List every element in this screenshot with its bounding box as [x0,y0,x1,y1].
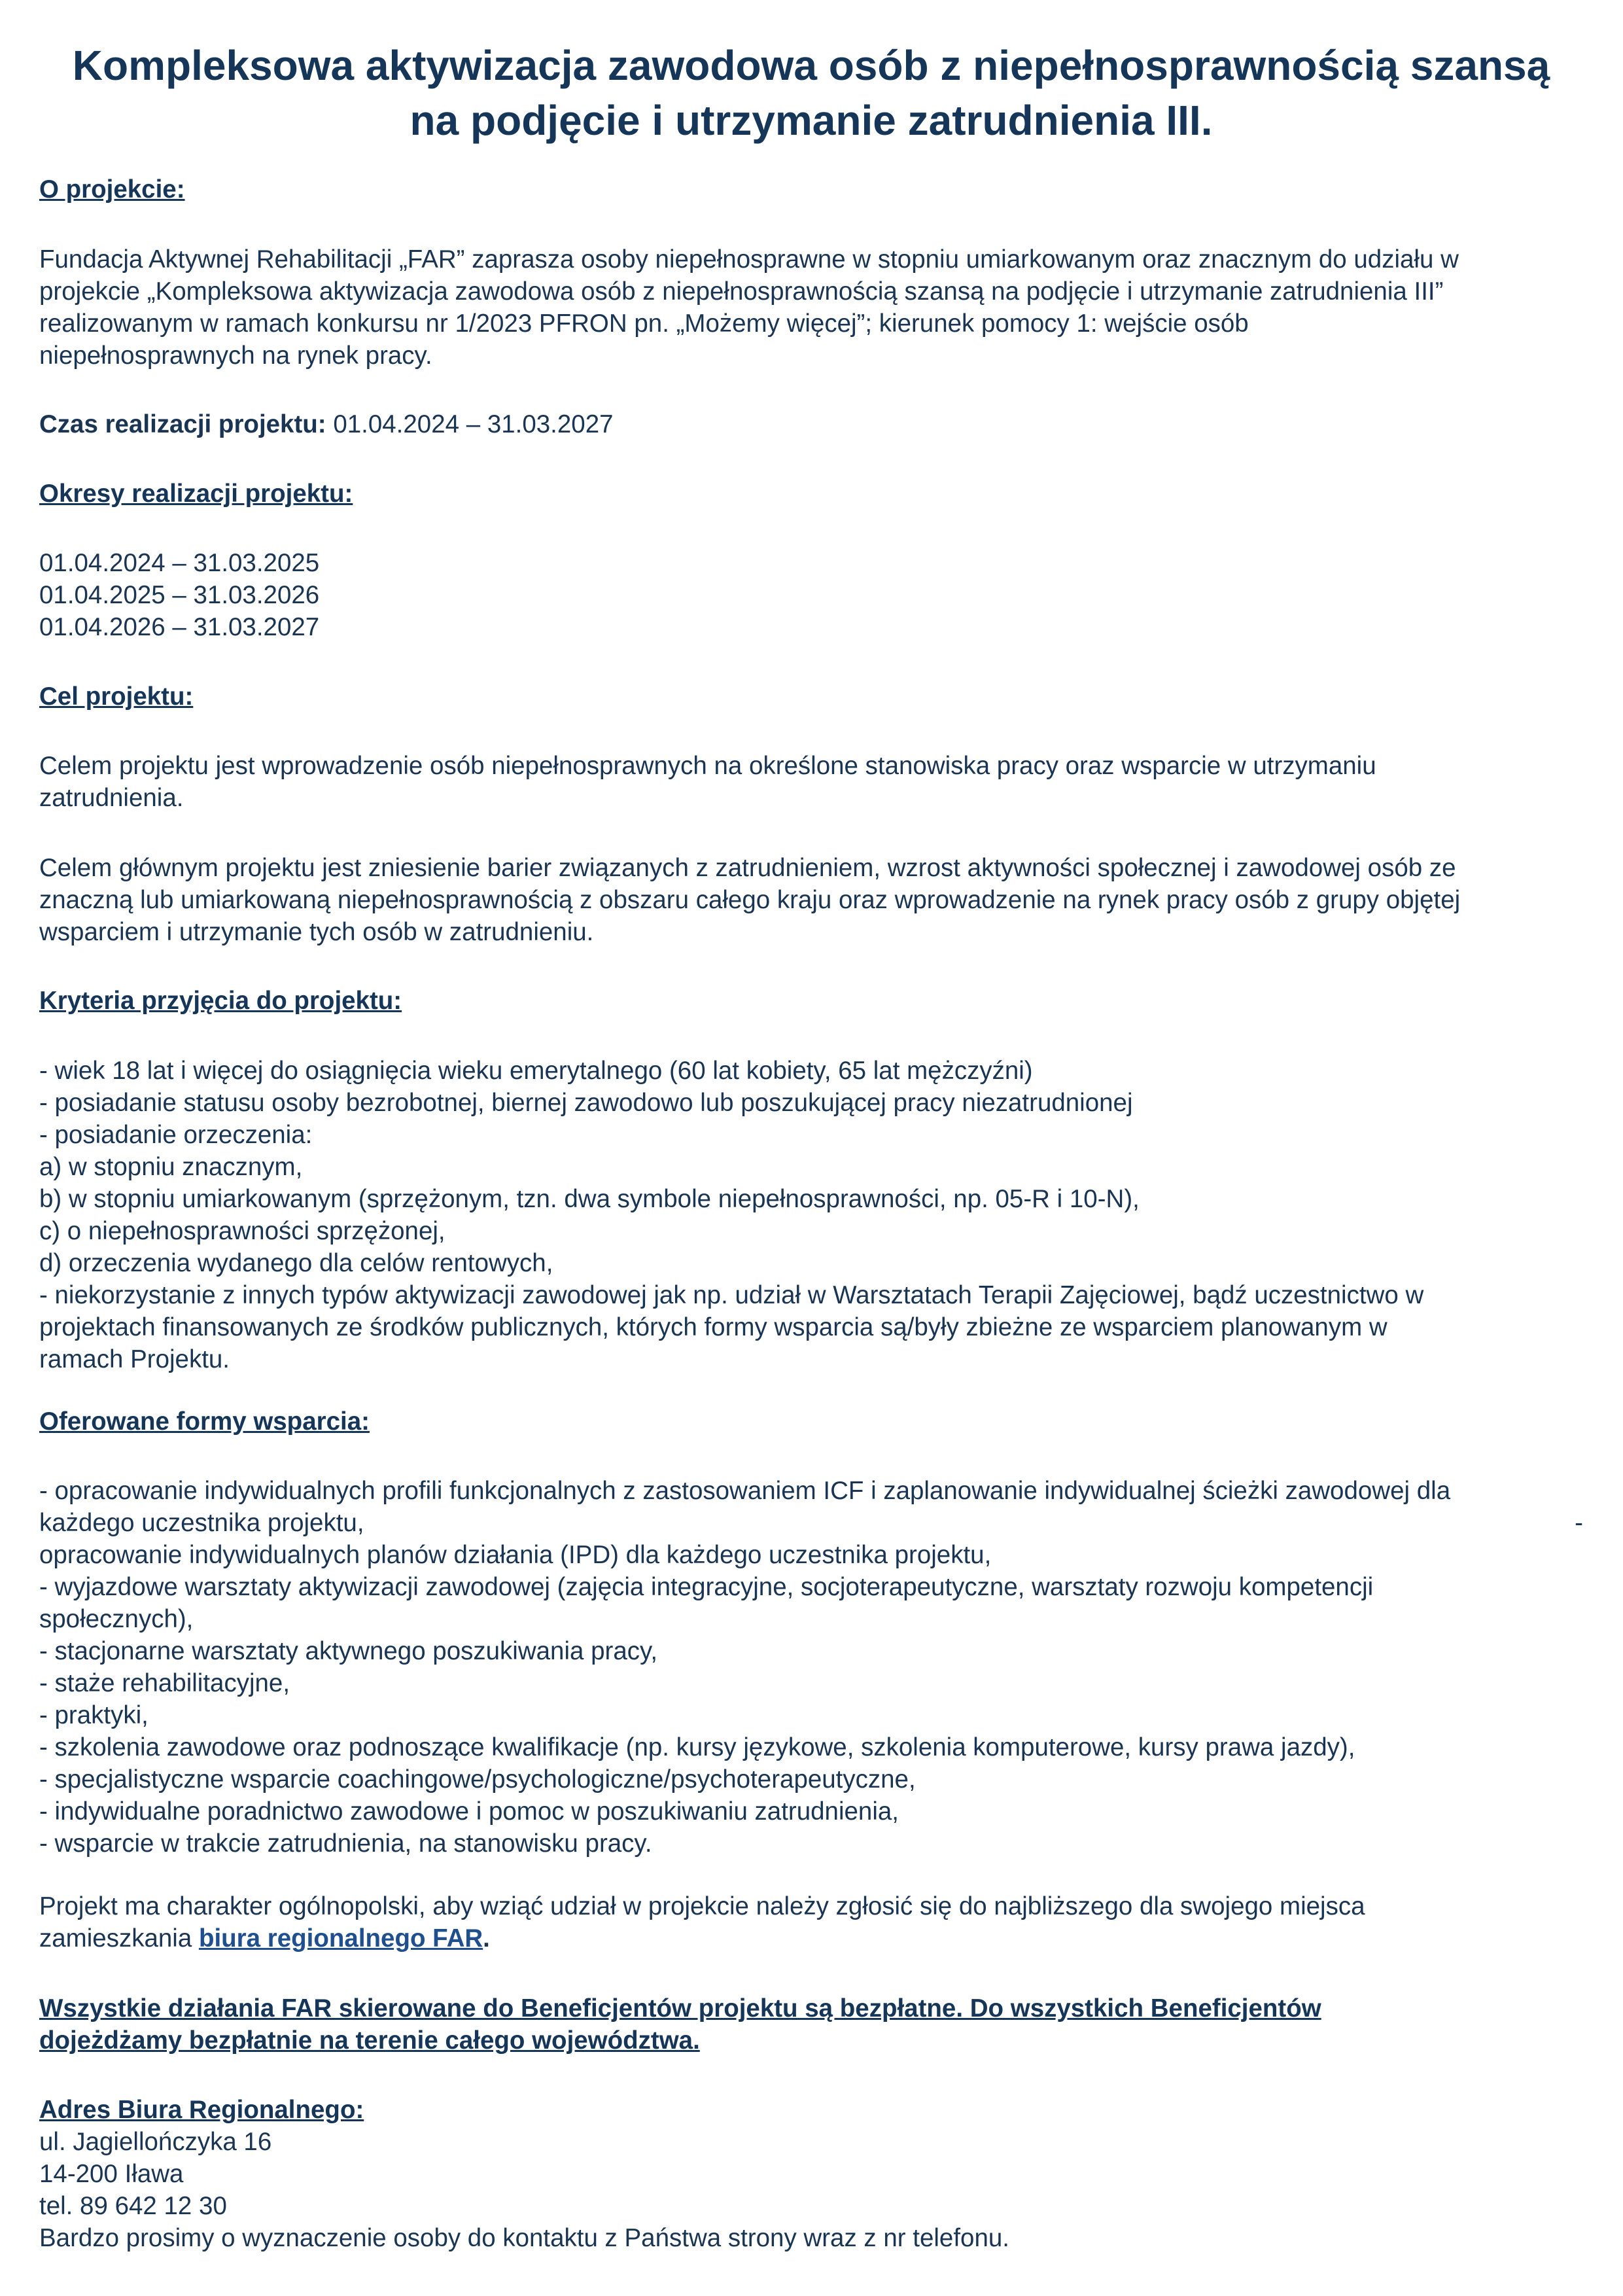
support-item-dash: - [1575,1509,1583,1537]
criteria-list [39,1055,1583,1375]
goal-paragraph-1 [39,750,1583,814]
support-item [39,1507,1583,1539]
criteria-item: a) w stopniu znacznym, [39,1153,303,1181]
criteria-heading: Kryteria przyjęcia do projektu: [39,987,402,1015]
about-text [39,243,1583,372]
address-phone: tel. 89 642 12 30 [39,2192,227,2220]
participation-prefix: zamieszkania [39,1924,199,1952]
regional-office-link[interactable]: biura regionalnego FAR [198,1924,483,1952]
period-item: 01.04.2024 – 31.03.2025 [39,549,320,577]
criteria-item: projektach finansowanych ze środków publicznych, których formy wsparcia są/były zbieżne ze wsparciem planowanym w [39,1313,1387,1341]
criteria-item: d) orzeczenia wydanego dla celów rentowych, [39,1249,553,1277]
about-heading: O projekcie: [39,175,185,203]
address-section [39,2094,1583,2254]
support-item: opracowanie indywidualnych planów działania (IPD) dla każdego uczestnika projektu, [39,1541,992,1569]
period-item: 01.04.2026 – 31.03.2027 [39,613,320,641]
criteria-item: - niekorzystanie z innych typów aktywizacji zawodowej jak np. udział w Warsztatach Terapii Zajęciowej, bądź uczestnictwo w [39,1281,1424,1309]
about-section [39,173,1583,205]
address-heading: Adres Biura Regionalnego: [39,2096,364,2124]
criteria-item: c) o niepełnosprawności sprzężonej, [39,1217,445,1245]
goal-line: Celem projektu jest wprowadzenie osób niepełnosprawnych na określone stanowiska pracy oraz wsparcie w utrzymaniu [39,752,1376,780]
goal-paragraph-2 [39,852,1583,948]
participation-line: Projekt ma charakter ogólnopolski, aby wziąć udział w projekcie należy zgłosić się do najbliższego dla swojego miejsca [39,1892,1365,1920]
document-title [39,38,1583,148]
period-item: 01.04.2025 – 31.03.2026 [39,581,320,609]
criteria-item: - wiek 18 lat i więcej do osiągnięcia wieku emerytalnego (60 lat kobiety, 65 lat mężczyźni) [39,1057,1033,1085]
goal-line: Celem głównym projektu jest zniesienie barier związanych z zatrudnieniem, wzrost aktywności społecznej i zawodowej osób ze [39,854,1456,882]
periods-list [39,547,1583,643]
goal-heading: Cel projektu: [39,682,194,711]
goal-line: znaczną lub umiarkowaną niepełnosprawnością z obszaru całego kraju oraz wprowadzenie na rynek pracy osób z grupy objętej [39,886,1461,914]
notice-line: Wszystkie działania FAR skierowane do Beneficjentów projektu są bezpłatne. Do wszystkich Beneficjentów [39,1994,1321,2022]
address-street: ul. Jagiellończyka 16 [39,2128,272,2156]
support-item: - praktyki, [39,1701,148,1729]
notice-line: dojeżdżamy bezpłatnie na terenie całego województwa. [39,2026,700,2055]
criteria-item: - posiadanie orzeczenia: [39,1121,313,1149]
support-heading: Oferowane formy wsparcia: [39,1407,370,1436]
support-item-text: każdego uczestnika projektu, [39,1509,364,1537]
about-line: niepełnosprawnych na rynek pracy. [39,342,432,370]
support-item: - szkolenia zawodowe oraz podnoszące kwalifikacje (np. kursy językowe, szkolenia komputerowe, kursy prawa jazdy), [39,1733,1355,1761]
support-list [39,1475,1583,1860]
criteria-item: - posiadanie statusu osoby bezrobotnej, biernej zawodowo lub poszukującej pracy niezatrudnionej [39,1089,1133,1117]
duration-label: Czas realizacji projektu: [39,410,326,438]
support-item: - indywidualne poradnictwo zawodowe i pomoc w poszukiwaniu zatrudnienia, [39,1797,899,1826]
about-line: projekcie „Kompleksowa aktywizacja zawodowa osób z niepełnosprawnością szansą na podjęcie i utrzymanie zatrudnienia III” [39,277,1444,306]
about-line: Fundacja Aktywnej Rehabilitacji „FAR” zaprasza osoby niepełnosprawne w stopniu umiarkowanym oraz znacznym do udziału w [39,245,1459,274]
goal-line: wsparciem i utrzymanie tych osób w zatrudnieniu. [39,918,594,946]
address-note: Bardzo prosimy o wyznaczenie osoby do kontaktu z Państwa strony wraz z nr telefonu. [39,2224,1009,2252]
duration-section [39,408,1583,440]
address-city: 14-200 Iława [39,2160,184,2188]
support-item: - specjalistyczne wsparcie coachingowe/psychologiczne/psychoterapeutyczne, [39,1765,916,1793]
criteria-item: b) w stopniu umiarkowanym (sprzężonym, tzn. dwa symbole niepełnosprawności, np. 05-R i 10-N), [39,1185,1140,1213]
duration-value: 01.04.2024 – 31.03.2027 [326,410,614,438]
criteria-item: ramach Projektu. [39,1345,230,1373]
support-section [39,1405,1583,1438]
goal-section [39,680,1583,713]
participation-line [39,1922,1583,1954]
title-line-1: Kompleksowa aktywizacja zawodowa osób z niepełnosprawnością szansą [72,42,1550,89]
participation-suffix: . [483,1924,490,1952]
participation-section [39,1890,1583,1954]
support-item: - staże rehabilitacyjne, [39,1669,290,1697]
title-line-2: na podjęcie i utrzymanie zatrudnienia III. [410,97,1213,144]
periods-section [39,478,1583,510]
notice-section [39,1992,1583,2057]
support-item: - stacjonarne warsztaty aktywnego poszukiwania pracy, [39,1637,658,1665]
periods-heading: Okresy realizacji projektu: [39,480,353,508]
support-item: społecznych), [39,1605,194,1633]
support-item: - wsparcie w trakcie zatrudnienia, na stanowisku pracy. [39,1829,652,1858]
about-line: realizowanym w ramach konkursu nr 1/2023 PFRON pn. „Możemy więcej”; kierunek pomocy 1: wejście osób [39,309,1249,338]
criteria-section [39,985,1583,1017]
support-item: - wyjazdowe warsztaty aktywizacji zawodowej (zajęcia integracyjne, socjoterapeutyczne, warsztaty rozwoju kompetencji [39,1573,1374,1601]
goal-line: zatrudnienia. [39,784,184,812]
support-item: - opracowanie indywidualnych profili funkcjonalnych z zastosowaniem ICF i zaplanowanie indywidualnej ścieżki zawodowej dla [39,1477,1451,1505]
